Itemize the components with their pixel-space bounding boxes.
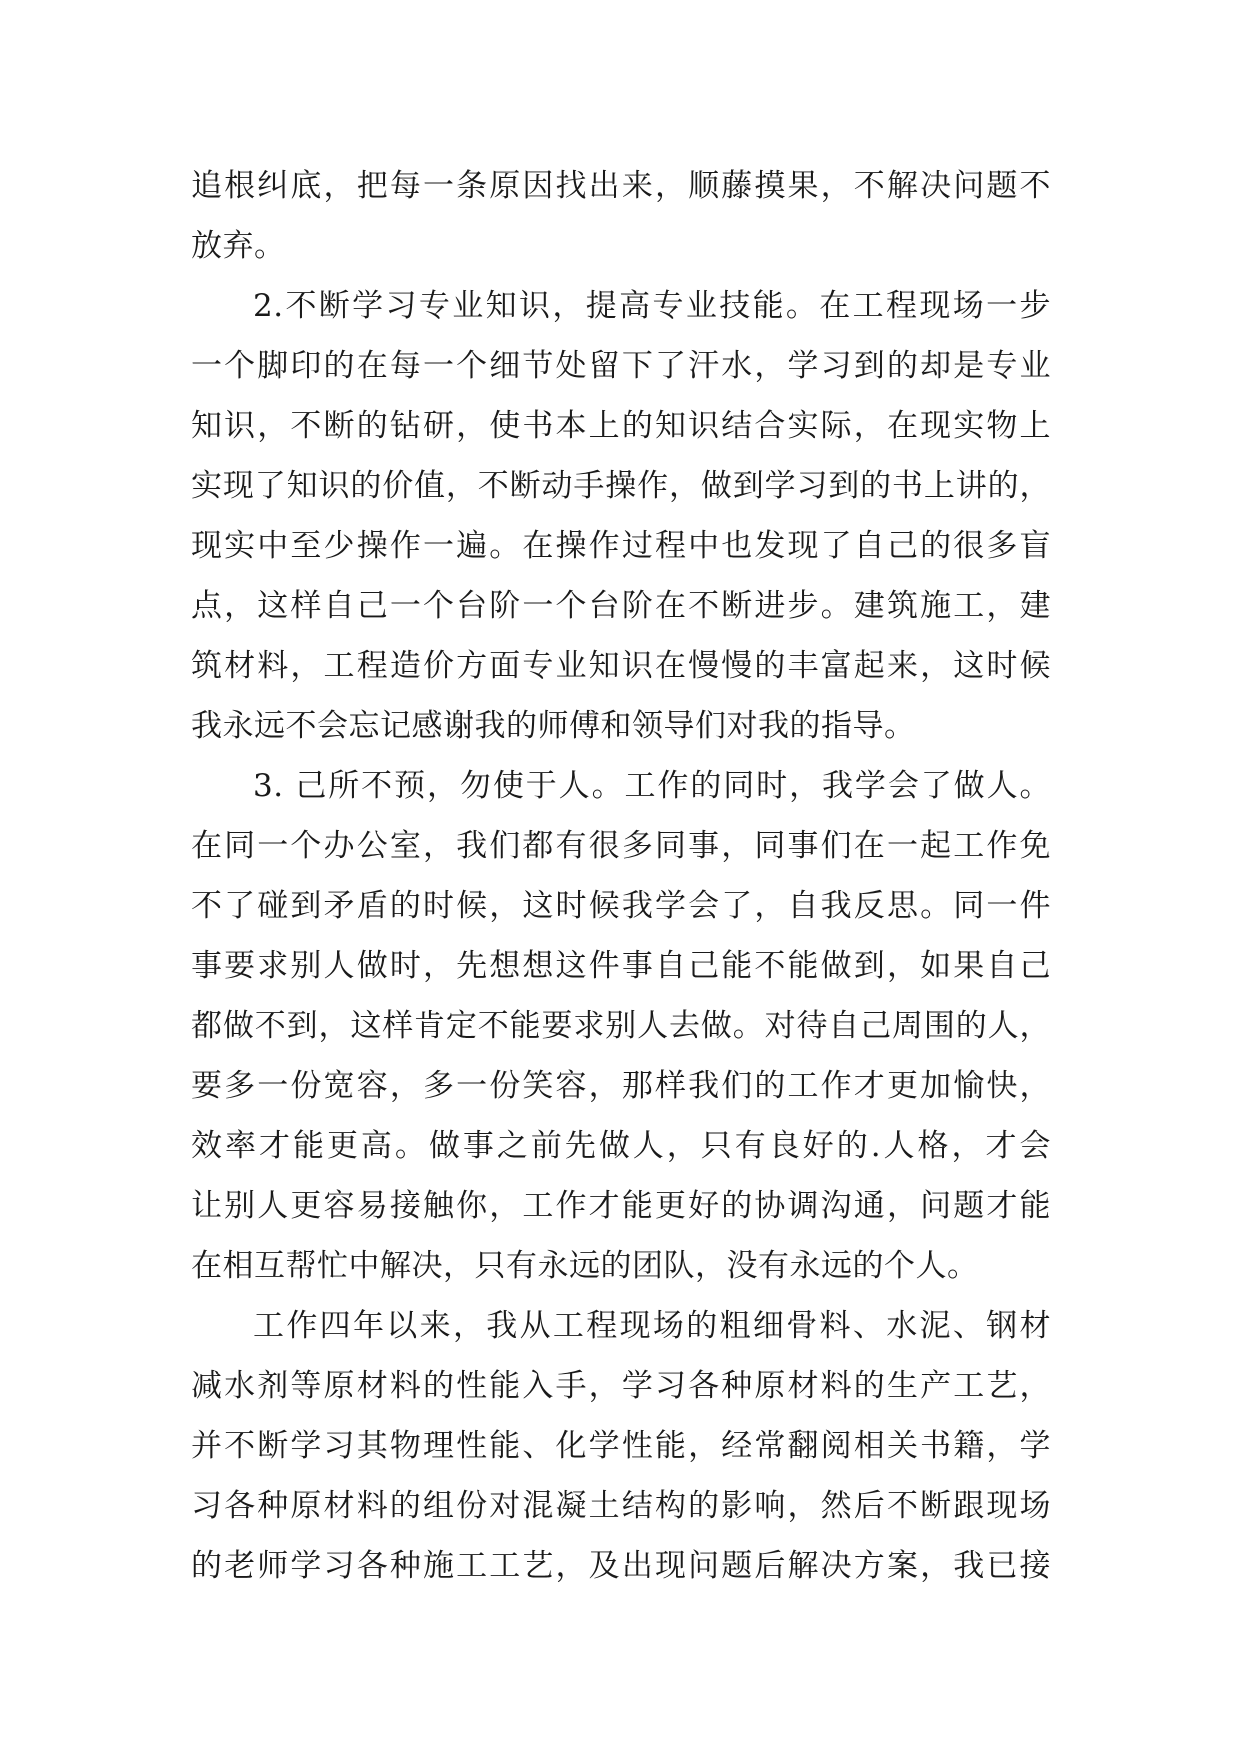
text-line: 知识，不断的钻研，使书本上的知识结合实际，在现实物上: [191, 408, 1051, 444]
text-line: 工作四年以来，我从工程现场的粗细骨料、水泥、钢材: [253, 1308, 1051, 1344]
text-line: 放弃。: [191, 228, 286, 264]
text-line: 不了碰到矛盾的时候，这时候我学会了，自我反思。同一件: [191, 888, 1051, 924]
text-line: 习各种原材料的组份对混凝土结构的影响，然后不断跟现场: [191, 1488, 1051, 1524]
text-line: 的老师学习各种施工工艺，及出现问题后解决方案，我已接: [191, 1548, 1051, 1584]
text-line: 效率才能更高。做事之前先做人，只有良好的.人格，才会: [191, 1128, 1051, 1164]
text-line: 一个脚印的在每一个细节处留下了汗水，学习到的却是专业: [191, 348, 1051, 384]
text-line: 要多一份宽容，多一份笑容，那样我们的工作才更加愉快，: [191, 1068, 1051, 1104]
text-line: 实现了知识的价值，不断动手操作，做到学习到的书上讲的，: [191, 468, 1051, 504]
text-line: 让别人更容易接触你，工作才能更好的协调沟通，问题才能: [191, 1188, 1051, 1224]
text-line: 追根纠底，把每一条原因找出来，顺藤摸果，不解决问题不: [191, 168, 1051, 204]
text-line: 筑材料，工程造价方面专业知识在慢慢的丰富起来，这时候: [191, 648, 1051, 684]
text-line: 点，这样自己一个台阶一个台阶在不断进步。建筑施工，建: [191, 588, 1051, 624]
text-line: 在同一个办公室，我们都有很多同事，同事们在一起工作免: [191, 828, 1051, 864]
text-line: 减水剂等原材料的性能入手，学习各种原材料的生产工艺，: [191, 1368, 1051, 1404]
text-line: 现实中至少操作一遍。在操作过程中也发现了自己的很多盲: [191, 528, 1051, 564]
text-line: 都做不到，这样肯定不能要求别人去做。对待自己周围的人，: [191, 1008, 1051, 1044]
text-line: 2.不断学习专业知识，提高专业技能。在工程现场一步: [253, 288, 1051, 324]
text-line: 在相互帮忙中解决，只有永远的团队，没有永远的个人。: [191, 1248, 979, 1284]
text-line: 3. 己所不预，勿使于人。工作的同时，我学会了做人。: [253, 768, 1051, 804]
text-line: 我永远不会忘记感谢我的师傅和领导们对我的指导。: [191, 708, 916, 744]
text-line: 并不断学习其物理性能、化学性能，经常翻阅相关书籍，学: [191, 1428, 1051, 1464]
document-body: [191, 156, 1051, 1596]
text-line: 事要求别人做时，先想想这件事自己能不能做到，如果自己: [191, 948, 1051, 984]
